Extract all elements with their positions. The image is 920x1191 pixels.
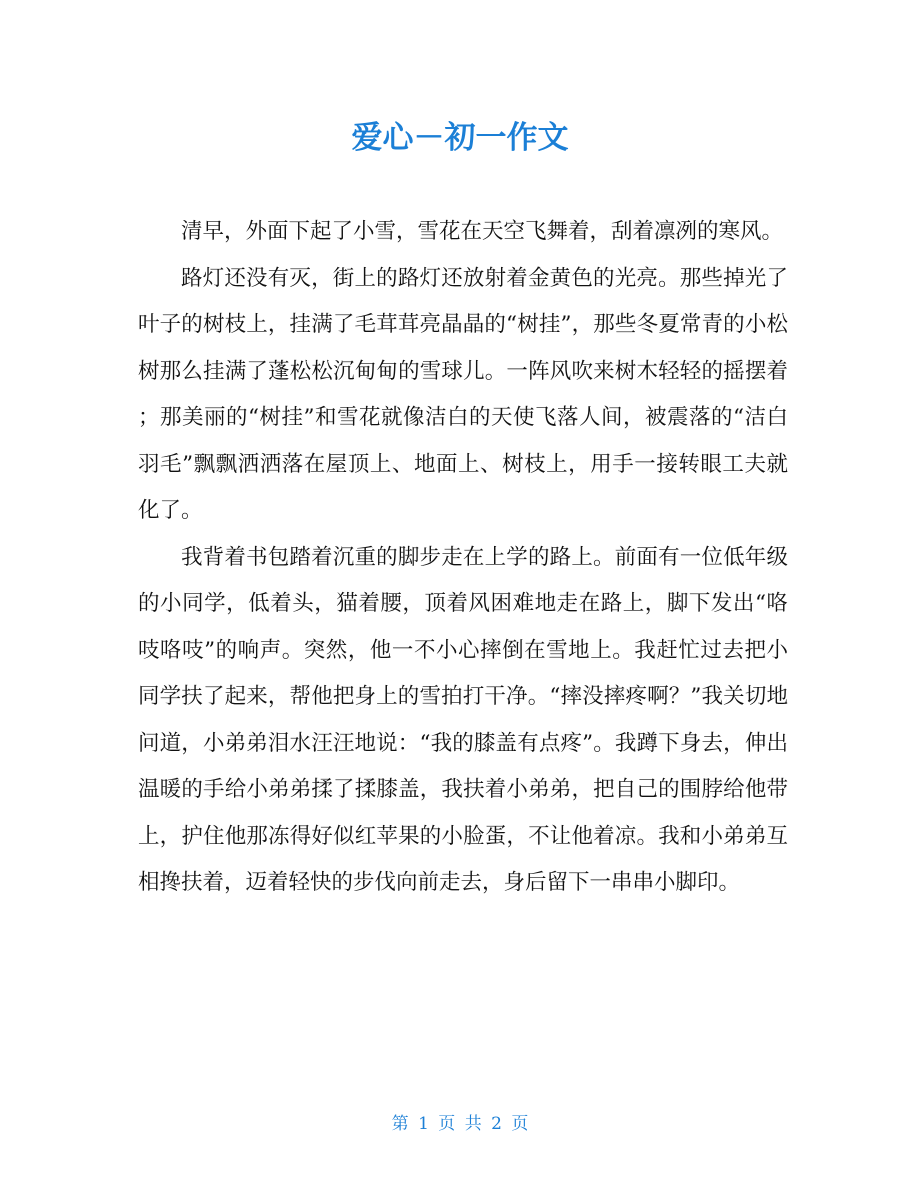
paragraph: 路灯还没有灭，街上的路灯还放射着金黄色的光亮。那些掉光了叶子的树枝上，挂满了毛茸茸亮晶晶的“树挂”，那些冬夏常青的小松树那么挂满了蓬松松沉甸甸的雪球儿。一阵风吹来树木轻轻的摇摆着；那美丽的“树挂”和雪花就像洁白的天使飞落人间，被震落的“洁白羽毛”飘飘洒洒落在屋顶上、地面上、树枝上，用手一接转眼工夫就化了。 — [138, 265, 788, 523]
paragraph: 我背着书包踏着沉重的脚步走在上学的路上。前面有一位低年级的小同学，低着头，猫着腰，顶着风困难地走在路上，脚下发出“咯吱咯吱”的响声。突然，他一不小心摔倒在雪地上。我赶忙过去把小同学扶了起来，帮他把身上的雪拍打干净。“摔没摔疼啊？”我关切地问道，小弟弟泪水汪汪地说：“我的膝盖有点疼”。我蹲下身去，伸出温暖的手给小弟弟揉了揉膝盖，我扶着小弟弟，把自己的围脖给他带上，护住他那冻得好似红苹果的小脸蛋，不让他着凉。我和小弟弟互相搀扶着，迈着轻快的步伐向前走去，身后留下一串串小脚印。 — [138, 544, 788, 895]
paragraph: 清早，外面下起了小雪，雪花在天空飞舞着，刮着凛冽的寒风。 — [181, 219, 784, 244]
page-number-footer: 第 1 页 共 2 页 — [391, 1114, 529, 1134]
document-title: 爱心－初一作文 — [351, 120, 569, 156]
document-body — [138, 209, 788, 907]
